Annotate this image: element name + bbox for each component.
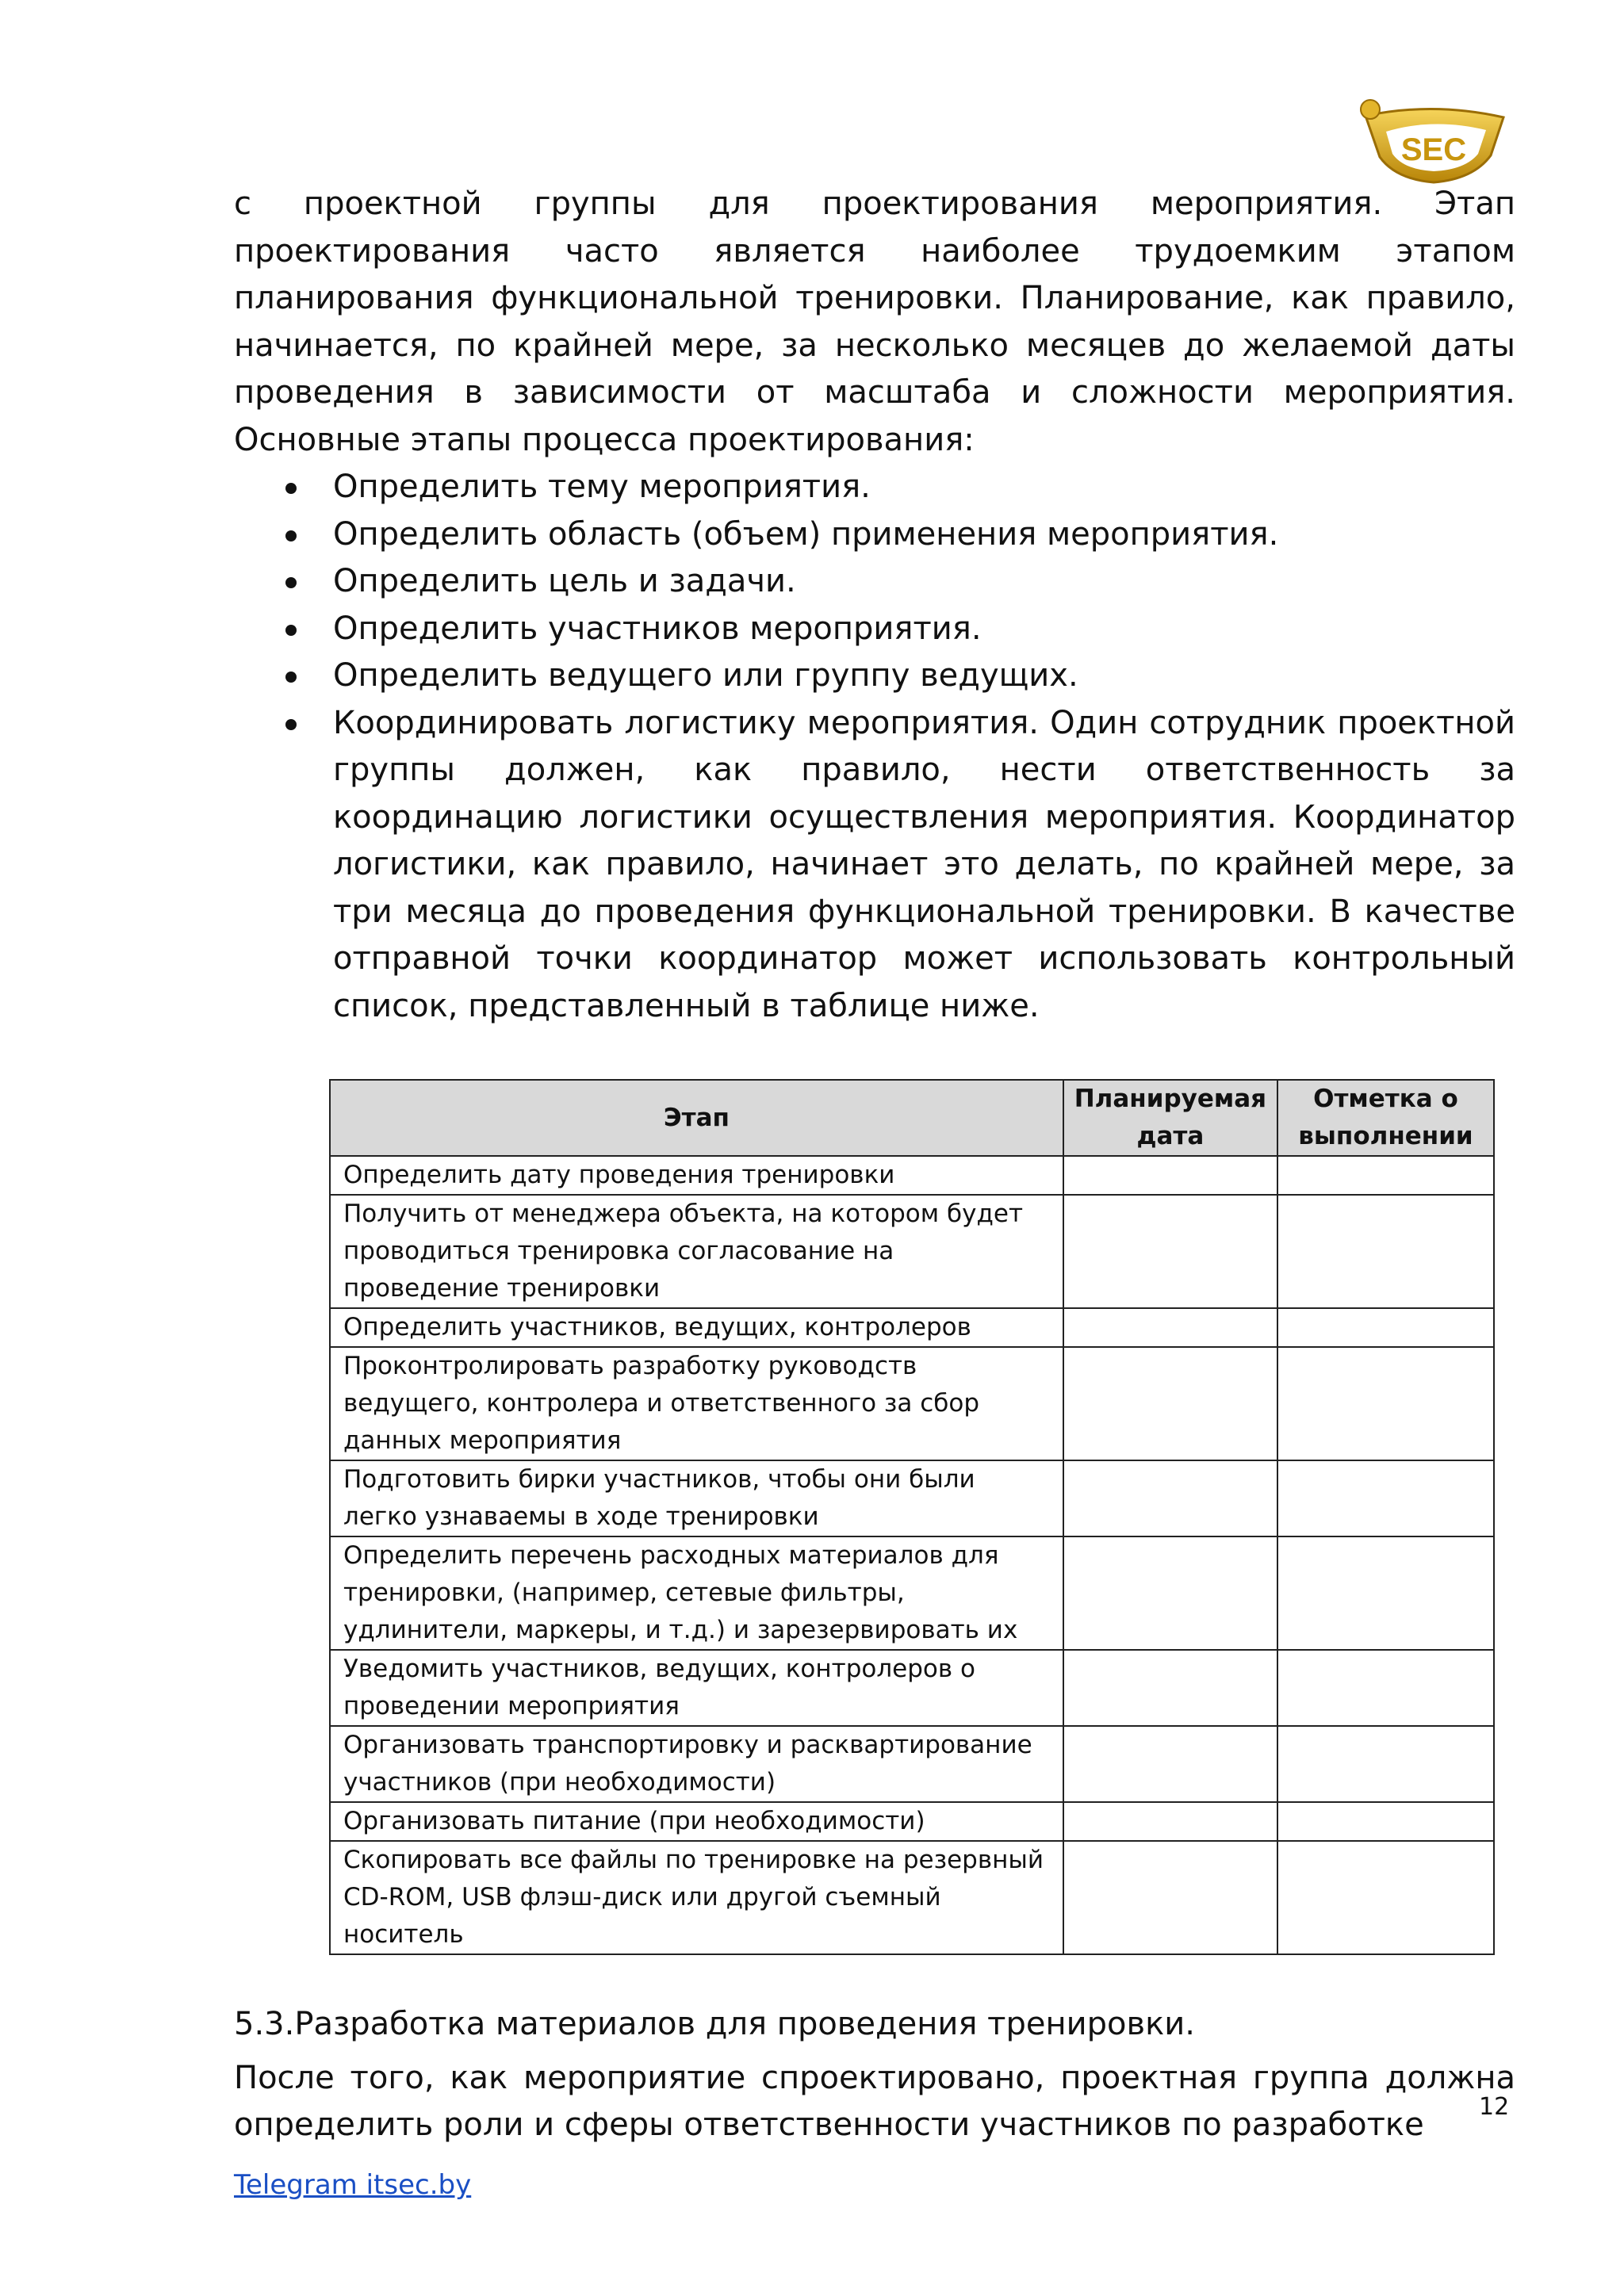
task-cell: Скопировать все файлы по тренировке на резервный CD-ROM, USB флэш-диск или другой съемный носитель [330, 1841, 1063, 1954]
completion-cell [1277, 1650, 1494, 1726]
page-content [234, 181, 1515, 2149]
table-row [330, 1460, 1494, 1536]
completion-cell [1277, 1726, 1494, 1802]
planned-date-cell [1063, 1650, 1277, 1726]
list-item: Определить ведущего или группу ведущих. [234, 652, 1515, 700]
list-item: Определить участников мероприятия. [234, 606, 1515, 653]
header-completion-mark: Отметка о выполнении [1277, 1080, 1494, 1156]
task-cell: Определить дату проведения тренировки [330, 1156, 1063, 1195]
checklist-table [329, 1079, 1495, 1955]
svg-text:SEC: SEC [1400, 132, 1467, 167]
planned-date-cell [1063, 1195, 1277, 1308]
bullet-icon [285, 577, 297, 588]
header-planned-date: Планируемая дата [1063, 1080, 1277, 1156]
task-cell: Получить от менеджера объекта, на котором будет проводиться тренировка согласование на проведение тренировки [330, 1195, 1063, 1308]
bullet-icon [285, 719, 297, 730]
table-header-row [330, 1080, 1494, 1156]
table-row [330, 1536, 1494, 1650]
completion-cell [1277, 1460, 1494, 1536]
intro-paragraph: с проектной группы для проектирования мероприятия. Этап проектирования часто является наиболее трудоемким этапом планирования функциональной тренировки. Планирование, как правило, начинается, по крайней мере, за несколько месяцев до желаемой даты проведения в зависимости от масштаба и сложности мероприятия. Основные этапы процесса проектирования: [234, 186, 1515, 458]
table-row [330, 1726, 1494, 1802]
list-item: Определить область (объем) применения мероприятия. [234, 511, 1515, 559]
task-cell: Организовать транспортировку и расквартирование участников (при необходимости) [330, 1726, 1063, 1802]
bullet-icon [285, 530, 297, 541]
section-paragraph: После того, как мероприятие спроектировано, проектная группа должна определить роли и сферы ответственности участников по разработке [234, 2059, 1515, 2143]
table-row [330, 1650, 1494, 1726]
planned-date-cell [1063, 1802, 1277, 1841]
table-row [330, 1156, 1494, 1195]
page-number: 12 [1479, 2093, 1510, 2121]
table-row [330, 1195, 1494, 1308]
bullet-icon [285, 625, 297, 636]
task-cell: Определить участников, ведущих, контролеров [330, 1308, 1063, 1347]
list-item: Определить цель и задачи. [234, 558, 1515, 606]
planned-date-cell [1063, 1347, 1277, 1460]
table-row [330, 1308, 1494, 1347]
section-heading: 5.3.Разработка материалов для проведения тренировки. [234, 2006, 1195, 2042]
completion-cell [1277, 1841, 1494, 1954]
list-item: Определить тему мероприятия. [234, 464, 1515, 511]
completion-cell [1277, 1308, 1494, 1347]
task-cell: Организовать питание (при необходимости) [330, 1802, 1063, 1841]
bullet-list [234, 464, 1515, 1030]
table-row [330, 1841, 1494, 1954]
task-cell: Подготовить бирки участников, чтобы они были легко узнаваемы в ходе тренировки [330, 1460, 1063, 1536]
task-cell: Определить перечень расходных материалов для тренировки, (например, сетевые фильтры, удлинители, маркеры, и т.д.) и зарезервировать их [330, 1536, 1063, 1650]
list-item: Координировать логистику мероприятия. Один сотрудник проектной группы должен, как правило, нести ответственность за координацию логистики осуществления мероприятия. Координатор логистики, как правило, начинает это делать, по крайней мере, за три месяца до проведения функциональной тренировки. В качестве отправной точки координатор может использовать контрольный список, представленный в таблице ниже. [234, 700, 1515, 1031]
footer-telegram-link[interactable]: Telegram itsec.by [234, 2169, 472, 2201]
planned-date-cell [1063, 1726, 1277, 1802]
task-cell: Уведомить участников, ведущих, контролеров о проведении мероприятия [330, 1650, 1063, 1726]
table-row [330, 1802, 1494, 1841]
planned-date-cell [1063, 1536, 1277, 1650]
bullet-icon [285, 672, 297, 683]
completion-cell [1277, 1156, 1494, 1195]
table-row [330, 1347, 1494, 1460]
planned-date-cell [1063, 1841, 1277, 1954]
completion-cell [1277, 1347, 1494, 1460]
completion-cell [1277, 1195, 1494, 1308]
planned-date-cell [1063, 1308, 1277, 1347]
planned-date-cell [1063, 1156, 1277, 1195]
header-stage: Этап [330, 1080, 1063, 1156]
planned-date-cell [1063, 1460, 1277, 1536]
completion-cell [1277, 1802, 1494, 1841]
task-cell: Проконтролировать разработку руководств ведущего, контролера и ответственного за сбор данных мероприятия [330, 1347, 1063, 1460]
completion-cell [1277, 1536, 1494, 1650]
bullet-icon [285, 483, 297, 494]
